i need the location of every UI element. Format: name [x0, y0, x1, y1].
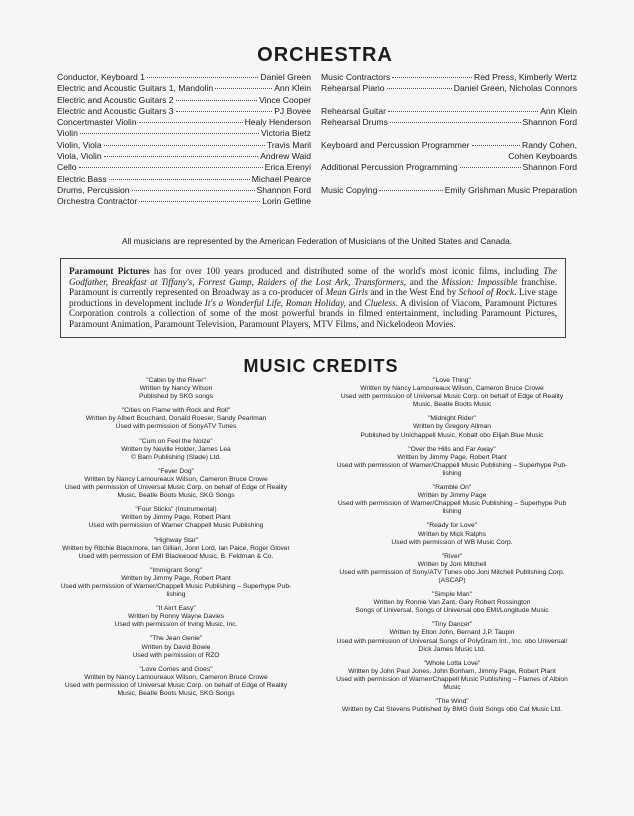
dot-leader: [379, 190, 442, 191]
paramount-text: and in the West End by: [367, 287, 459, 298]
song-credit-line: Used with permission of Warner/Chappell Music Publishing – Superhype Pub: [337, 500, 567, 508]
song-title: "Highway Star": [153, 536, 199, 544]
song-credit-line: Used with permission of Universal Music Corp. on behalf of Edge of Reality: [340, 393, 564, 401]
dot-leader: [132, 190, 255, 191]
credit-role: Violin: [57, 128, 78, 139]
credit-role: Electric and Acoustic Guitars 1, Mandolin: [57, 83, 214, 94]
song-credit-line: Used with permission of Warner Chappell Music Publishing: [88, 522, 264, 530]
orchestra-credit-row: [57, 185, 311, 196]
dot-leader: [104, 156, 259, 157]
dot-leader: [215, 88, 272, 89]
dot-leader: [139, 122, 243, 123]
credit-name: Lorin Getline: [262, 196, 311, 207]
song-credit: [40, 537, 312, 561]
song-title: "The Jean Genie": [149, 635, 203, 643]
song-credit-line: Used with permission of EMI Blackwood Music, B. Feldman & Co.: [78, 552, 274, 560]
song-credit: [40, 506, 312, 530]
orchestra-credit-row: [57, 196, 311, 207]
song-title: "Over the Hills and Far Away": [408, 445, 496, 453]
song-credit-line: Written by Ritchie Blackmore, Ian Gillian, Jonn Lord, Ian Paice, Roger Glover: [62, 544, 290, 552]
paramount-text: . Live stage productions in development include: [69, 287, 558, 308]
dot-leader: [147, 77, 258, 78]
song-credit-line: Published by Unichappell Music, Kobalt obo Elijah Blue Music: [360, 431, 544, 439]
dot-leader: [104, 145, 265, 146]
song-credit: [318, 522, 586, 546]
orchestra-heading: ORCHESTRA: [257, 44, 393, 66]
afm-note: All musicians are represented by the American Federation of Musicians of the United States and Canada.: [121, 236, 513, 246]
song-credit-line: Music, Beatle Boots Music: [412, 401, 492, 409]
song-credit-line: Used with permission of SonyATV Tunes: [115, 423, 237, 431]
song-credit: [318, 377, 586, 409]
song-title: "Fever Dog": [158, 467, 194, 475]
song-credit-line: Used with permission of Warner/Chappell Music Publishing – Flames of Albion: [336, 675, 568, 683]
credit-role: Music Copying: [321, 184, 378, 195]
credit-continuation: [321, 151, 577, 162]
spacer: [321, 174, 577, 185]
dot-leader: [80, 133, 259, 134]
orchestra-credit-row: [57, 72, 311, 83]
credit-name: Healy Henderson: [244, 117, 311, 128]
song-credit-line: Used with permission of Warner/Chappell Music Publishing – Superhype Pub-: [60, 582, 292, 590]
orchestra-credit-row: [57, 128, 311, 139]
song-credit-line: Used with permission of Sony/ATV Tunes obo Joni Mitchell Publishing Corp.: [339, 568, 565, 576]
credit-role: Viola, Violin: [57, 151, 102, 162]
credit-name: Shannon Ford: [256, 184, 311, 195]
credit-role: Concertmaster Violin: [57, 117, 137, 128]
paramount-text: has for over 100 years produced and distributed some of the world's most iconic films, including: [149, 266, 544, 276]
orchestra-credit-row: [321, 185, 577, 196]
song-credit-line: Used with permission of Irving Music, Inc.: [114, 621, 238, 629]
credit-role: Rehearsal Piano: [321, 83, 385, 94]
song-credit: [40, 377, 312, 401]
song-credit-line: Music: [443, 684, 461, 691]
paramount-film-list: The Godfather, Breakfast at Tiffany's, Forrest Gump, Raiders of the Lost Ark, Transformers,: [69, 266, 557, 287]
credit-name: Ann Klein: [540, 105, 577, 116]
orchestra-credit-row: [57, 117, 311, 128]
song-credit: [318, 698, 586, 714]
song-credit: [40, 468, 312, 500]
song-credit-line: Written by Mick Ralphs: [417, 530, 487, 538]
orchestra-credit-row: [57, 95, 311, 106]
song-credit: [318, 591, 586, 615]
credit-role: Cello: [57, 162, 77, 173]
song-credit-line: Written by John Paul Jones, John Bonham, Jimmy Page, Robert Plant: [348, 667, 556, 675]
credit-role: Electric and Acoustic Guitars 3: [57, 105, 174, 116]
credit-role: Electric Bass: [57, 173, 107, 184]
song-credit-line: Written by Nancy Wilson: [139, 385, 213, 393]
spacer: [321, 128, 577, 139]
credit-name: PJ Bovee: [274, 105, 311, 116]
song-title: "Midnight Rider": [428, 415, 476, 423]
song-title: "Whole Lotta Love": [423, 659, 481, 667]
song-credit-line: Written by Nancy Lamoureaux Wilson, Cameron Bruce Crowe: [84, 475, 268, 483]
dot-leader: [79, 167, 263, 168]
paramount-show-title: School of Rock: [458, 287, 515, 298]
credit-role: Violin, Viola: [57, 139, 102, 150]
paramount-text: and the: [406, 276, 442, 287]
song-credit-line: Written by Ronny Wayne Davies: [128, 613, 224, 621]
song-credit: [40, 407, 312, 431]
song-credit-line: Written by Jimmy Page, Robert Plant: [121, 574, 231, 582]
dot-leader: [176, 100, 258, 101]
song-title: "Immigrant Song": [150, 566, 202, 574]
credit-name: Erica Erenyi: [264, 162, 311, 173]
orchestra-right-column: [321, 72, 577, 196]
song-title: "The Wind": [435, 698, 469, 706]
orchestra-credit-row: [57, 162, 311, 173]
song-title: "Simple Man": [431, 591, 473, 599]
orchestra-credit-row: [57, 106, 311, 117]
song-title: "It Ain't Easy": [156, 605, 196, 613]
song-credit: [318, 553, 586, 585]
song-credit-line: Used with permission of Universal Music Corp. on behalf of Edge of Reality: [64, 681, 288, 689]
credit-role: Additional Percussion Programming: [321, 162, 458, 173]
credit-role: Rehearsal Drums: [321, 117, 388, 128]
credit-name: Red Press, Kimberly Wertz: [474, 72, 577, 82]
song-credit: [40, 666, 312, 698]
song-title: "Tiny Dancer": [431, 621, 473, 629]
dot-leader: [139, 201, 260, 202]
credit-name: Ann Klein: [274, 83, 311, 94]
orchestra-credit-row: [321, 83, 577, 94]
song-title: "River": [441, 552, 463, 560]
song-credit-line: Published by SKG songs: [139, 393, 213, 401]
credit-name: Daniel Green: [260, 72, 311, 82]
song-title: "Ramble On": [432, 484, 472, 492]
song-credit: [318, 484, 586, 516]
dot-leader: [390, 122, 521, 123]
song-credit-line: lishing: [166, 591, 186, 599]
credit-name: Emily Grishman Music Preparation: [444, 184, 577, 195]
credit-role: Keyboard and Percussion Programmer: [321, 139, 470, 150]
credit-name: Andrew Waid: [260, 151, 311, 162]
song-credit-line: Written by David Bowie: [141, 643, 211, 651]
song-credit-line: Written by Jimmy Page: [417, 492, 487, 500]
credit-name: Vince Cooper: [259, 94, 311, 105]
song-title: "Cum on Feel the Noize": [139, 437, 213, 445]
song-credit-line: Songs of Universal, Songs of Universal obo EMI/Longitude Music: [355, 607, 549, 615]
credit-name: Shannon Ford: [522, 162, 577, 173]
song-credit: [318, 621, 586, 653]
orchestra-credit-row: [321, 117, 577, 128]
paramount-film-title: Mission: Impossible: [441, 276, 518, 287]
song-title: "Ready for Love": [426, 522, 478, 530]
credit-role: Conductor, Keyboard 1: [57, 72, 145, 82]
song-credit-line: Written by Jimmy Page, Robert Plant: [397, 453, 507, 461]
song-credit-line: (ASCAP): [438, 576, 466, 584]
dot-leader: [387, 88, 452, 89]
dot-leader: [460, 167, 521, 168]
orchestra-credit-row: [57, 174, 311, 185]
song-credit-line: Used with permission of Universal Music Corp. on behalf of Edge of Reality: [64, 484, 288, 492]
paramount-show-title: Clueless: [364, 297, 396, 308]
dot-leader: [392, 77, 472, 78]
song-title: "Cities on Flame with Rock and Roll": [121, 407, 231, 415]
song-credit-line: Music, Beatle Boots Music, SKG Songs: [117, 690, 235, 697]
paramount-name: Paramount Pictures: [69, 266, 150, 276]
credit-name: Michael Pearce: [251, 173, 311, 184]
song-credit: [318, 415, 586, 439]
song-credit-line: lishing: [442, 469, 462, 477]
credit-name: Randy Cohen,: [522, 139, 577, 150]
song-credit-line: Written by Cat Stevens Published by BMG Gold Songs obo Cat Music Ltd.: [342, 706, 562, 714]
orchestra-credit-row: [321, 162, 577, 173]
song-credit-line: Written by Gregory Allman: [413, 423, 491, 431]
song-credit-line: Written by Neville Holder, James Lea: [121, 445, 231, 453]
song-credit-line: Written by Joni Mitchell: [417, 560, 487, 568]
song-credit-line: Written by Jimmy Page, Robert Plant: [121, 514, 231, 522]
credit-name: Travis Maril: [266, 139, 311, 150]
credit-name: Shannon Ford: [522, 117, 577, 128]
song-credit-line: © Barn Publishing (Slade) Ltd.: [130, 453, 222, 461]
paramount-show-title: Mean Girls: [325, 287, 368, 298]
song-title: "Cabin by the River": [146, 377, 206, 384]
credit-role: Orchestra Contractor: [57, 196, 138, 207]
song-credit-line: Used with permission of Warner/Chappell Music Publishing – Superhype Pub-: [336, 461, 568, 469]
dot-leader: [176, 111, 273, 112]
song-credit-line: Written by Nancy Lamoureaux Wilson, Cameron Bruce Crowe: [84, 673, 268, 681]
music-credits-heading: MUSIC CREDITS: [243, 356, 399, 376]
dot-leader: [109, 179, 250, 180]
credit-role: Rehearsal Guitar: [321, 105, 386, 116]
orchestra-credit-row: [321, 72, 577, 83]
paramount-text: and: [345, 297, 365, 308]
music-credits-right-column: [318, 377, 586, 720]
credit-role: Music Contractors: [321, 72, 391, 82]
song-credit-line: Written by Albert Bouchard, Donald Roeser, Sandy Pearlman: [85, 415, 267, 423]
credit-role: Drums, Percussion: [57, 184, 130, 195]
paramount-box: [60, 258, 566, 338]
orchestra-credit-row: [57, 83, 311, 94]
song-credit-line: Written by Ronnie Van Zant, Gary Robert Rossington: [373, 599, 531, 607]
spacer: [321, 95, 577, 106]
credit-name: Daniel Green, Nicholas Connors: [453, 83, 577, 94]
song-title: "Four Sticks" (Instrumental): [135, 506, 217, 514]
orchestra-credit-row: [57, 151, 311, 162]
song-credit: [40, 438, 312, 462]
song-credit-line: Used with permission of Universal Songs of PolyGram Int., Inc. obo Universal/: [336, 637, 568, 645]
orchestra-credit-row: [57, 140, 311, 151]
song-credit: [318, 446, 586, 478]
song-credit-line: Written by Elton John, Bernard J.P. Taupin: [389, 629, 515, 637]
song-credit-line: Dick James Music Ltd.: [418, 645, 486, 653]
orchestra-credit-row: [321, 106, 577, 117]
dot-leader: [472, 145, 520, 146]
paramount-text: franchise. Paramount is currently represented on Broadway as a co-producer of: [69, 276, 558, 298]
song-credit: [40, 605, 312, 629]
song-credit-line: Music, Beatle Boots Music, SKG Songs: [117, 492, 235, 500]
orchestra-left-column: [57, 72, 311, 208]
credit-name: Victoria Bietz: [261, 128, 311, 139]
song-title: "Love Comes and Goes": [139, 665, 213, 673]
song-credit: [40, 567, 312, 599]
song-credit-line: Used with permission of WB Music Corp.: [391, 538, 513, 546]
song-title: "Love Thing": [433, 377, 471, 384]
orchestra-credit-row: [321, 140, 577, 151]
paramount-show-list: It's a Wonderful Life, Roman Holiday,: [204, 297, 346, 308]
paramount-text: . A division of Viacom, Paramount Pictures Corporation controls a collection of some of the most powerful brands in filmed entertainment, including Paramount Pictures, Paramount Animation, Paramount Television, Paramount Players, MTV Films, and Nickelodeon Movies.: [69, 297, 557, 329]
credit-name: Cohen Keyboards: [508, 151, 577, 162]
song-credit-line: Used with permission of RZO: [132, 651, 220, 659]
dot-leader: [388, 111, 538, 112]
song-credit-line: lishing: [442, 508, 462, 516]
music-credits-left-column: [40, 377, 312, 704]
credit-role: Electric and Acoustic Guitars 2: [57, 94, 174, 105]
song-credit: [318, 660, 586, 692]
song-credit: [40, 635, 312, 659]
song-credit-line: Written by Nancy Lamoureaux Wilson, Cameron Bruce Crowe: [360, 385, 544, 393]
